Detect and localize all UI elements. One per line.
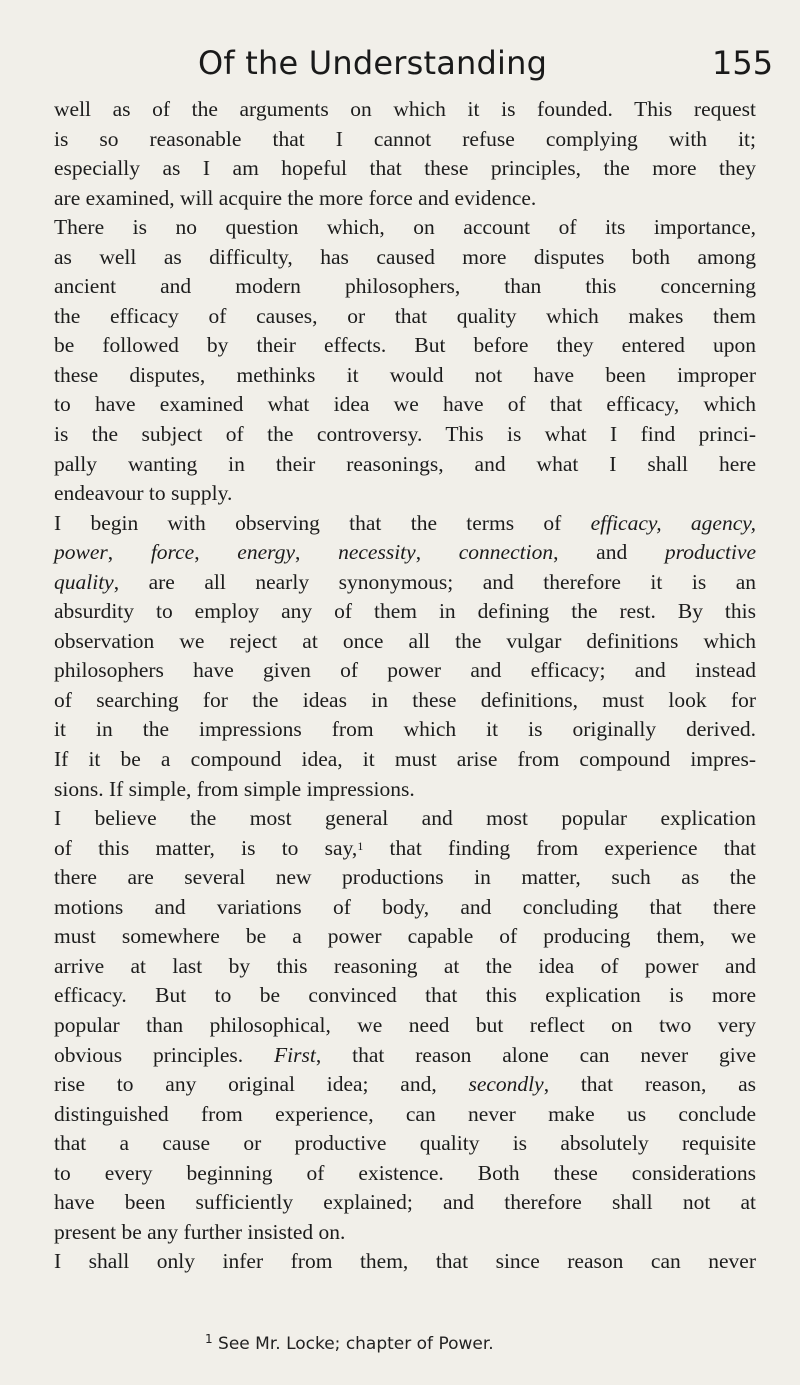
text-line [54, 1218, 756, 1248]
text-run: I believe the most general and most popular explication [54, 806, 756, 831]
footnote-reference: 1 [357, 838, 364, 853]
italic-term: efficacy, agency, [590, 510, 756, 535]
text-line [54, 1011, 756, 1041]
text-line [54, 1188, 756, 1218]
text-run: the efficacy of causes, or that quality which makes them [54, 303, 756, 328]
text-line [54, 1100, 756, 1130]
text-run: efficacy. But to be convinced that this explication is more [54, 983, 756, 1008]
text-line [54, 686, 756, 716]
text-run: observation we reject at once all the vulgar definitions which [54, 628, 756, 653]
text-run: is so reasonable that I cannot refuse complying with it; [54, 126, 756, 151]
text-line [54, 1159, 756, 1189]
text-run: endeavour to supply. [54, 481, 233, 506]
text-line [54, 1041, 756, 1071]
footnote [205, 1334, 494, 1354]
text-line [54, 243, 756, 273]
text-run: motions and variations of body, and concluding that there [54, 894, 756, 919]
text-run: that finding from experience that [363, 835, 756, 860]
text-line [54, 775, 756, 805]
text-run: , and [553, 540, 665, 565]
text-line [54, 834, 756, 864]
text-run: rise to any original idea; and, [54, 1072, 469, 1097]
text-run: , [194, 540, 238, 565]
text-run: absurdity to employ any of them in defining the rest. By this [54, 599, 756, 624]
text-line [54, 952, 756, 982]
text-line [54, 656, 756, 686]
text-run: of this matter, is to say, [54, 835, 358, 860]
text-run: obvious principles. [54, 1042, 275, 1067]
italic-term: energy [237, 540, 295, 565]
running-title: Of the Understanding [198, 44, 548, 82]
text-line [54, 981, 756, 1011]
italic-term: power [54, 540, 108, 565]
text-run: have been sufficiently explained; and therefore shall not at [54, 1190, 756, 1215]
text-run: philosophers have given of power and efficacy; and instead [54, 658, 756, 683]
text-run: must somewhere be a power capable of producing them, we [54, 924, 756, 949]
text-line [54, 302, 756, 332]
italic-term: First [274, 1042, 316, 1067]
text-line [54, 745, 756, 775]
text-run: , that reason, as [543, 1072, 756, 1097]
text-line [54, 893, 756, 923]
text-run: pally wanting in their reasonings, and what I shall here [54, 451, 756, 476]
text-run: There is no question which, on account of its importance, [54, 215, 756, 240]
running-head [0, 14, 800, 82]
text-line [54, 95, 756, 125]
text-run: arrive at last by this reasoning at the idea of power and [54, 953, 756, 978]
page-number: 155 [712, 44, 774, 82]
text-run: is the subject of the controversy. This is what I find princi- [54, 422, 756, 447]
text-run: ancient and modern philosophers, than this concerning [54, 274, 756, 299]
text-line [54, 597, 756, 627]
italic-term: necessity [338, 540, 416, 565]
text-run: sions. If simple, from simple impressions. [54, 776, 415, 801]
text-line [54, 331, 756, 361]
text-run: , that reason alone can never give [315, 1042, 756, 1067]
text-line [54, 804, 756, 834]
text-line [54, 538, 756, 568]
italic-term: connection [458, 540, 554, 565]
text-line [54, 213, 756, 243]
body-text [54, 95, 756, 1277]
text-run: I shall only infer from them, that since reason can never [54, 1249, 756, 1274]
text-run: there are several new productions in matter, such as the [54, 865, 756, 890]
footnote-text: See Mr. Locke; chapter of Power. [218, 1334, 494, 1354]
text-run: especially as I am hopeful that these principles, the more they [54, 156, 756, 181]
text-line [54, 509, 756, 539]
text-run: I begin with observing that the terms of [54, 510, 562, 535]
text-line [54, 1070, 756, 1100]
text-run: to have examined what idea we have of that efficacy, which [54, 392, 756, 417]
text-run: well as of the arguments on which it is founded. This request [54, 97, 756, 121]
text-run: , [415, 540, 459, 565]
text-line [54, 627, 756, 657]
text-line [54, 863, 756, 893]
text-run: distinguished from experience, can never make us conclude [54, 1101, 756, 1126]
text-line [54, 450, 756, 480]
italic-term: quality [54, 569, 114, 594]
italic-term: force [150, 540, 195, 565]
text-line [54, 420, 756, 450]
text-run: it in the impressions from which it is originally derived. [54, 717, 756, 742]
text-run: of searching for the ideas in these definitions, must look for [54, 687, 756, 712]
text-line [54, 154, 756, 184]
text-line [54, 922, 756, 952]
text-run: be followed by their effects. But before they entered upon [54, 333, 756, 358]
text-line [54, 568, 756, 598]
text-run: are examined, will acquire the more force and evidence. [54, 185, 537, 210]
text-line [54, 184, 756, 214]
text-run: as well as difficulty, has caused more disputes both among [54, 244, 756, 269]
text-line [54, 1129, 756, 1159]
text-run: , [295, 540, 339, 565]
text-run: popular than philosophical, we need but reflect on two very [54, 1012, 756, 1037]
footnote-marker: 1 [205, 1332, 213, 1346]
text-line [54, 272, 756, 302]
text-line [54, 125, 756, 155]
italic-term: productive [664, 540, 757, 565]
text-line [54, 1247, 756, 1277]
text-run: If it be a compound idea, it must arise from compound impres- [54, 747, 756, 772]
text-run: , are all nearly synonymous; and therefore it is an [113, 569, 756, 594]
text-run: these disputes, methinks it would not have been improper [54, 362, 756, 387]
text-run: that a cause or productive quality is absolutely requisite [54, 1131, 756, 1156]
italic-term: secondly [468, 1072, 544, 1097]
text-run: to every beginning of existence. Both these considerations [54, 1160, 756, 1185]
text-line [54, 715, 756, 745]
text-line [54, 390, 756, 420]
text-run: , [107, 540, 151, 565]
text-run: present be any further insisted on. [54, 1219, 346, 1244]
text-line [54, 479, 756, 509]
text-line [54, 361, 756, 391]
